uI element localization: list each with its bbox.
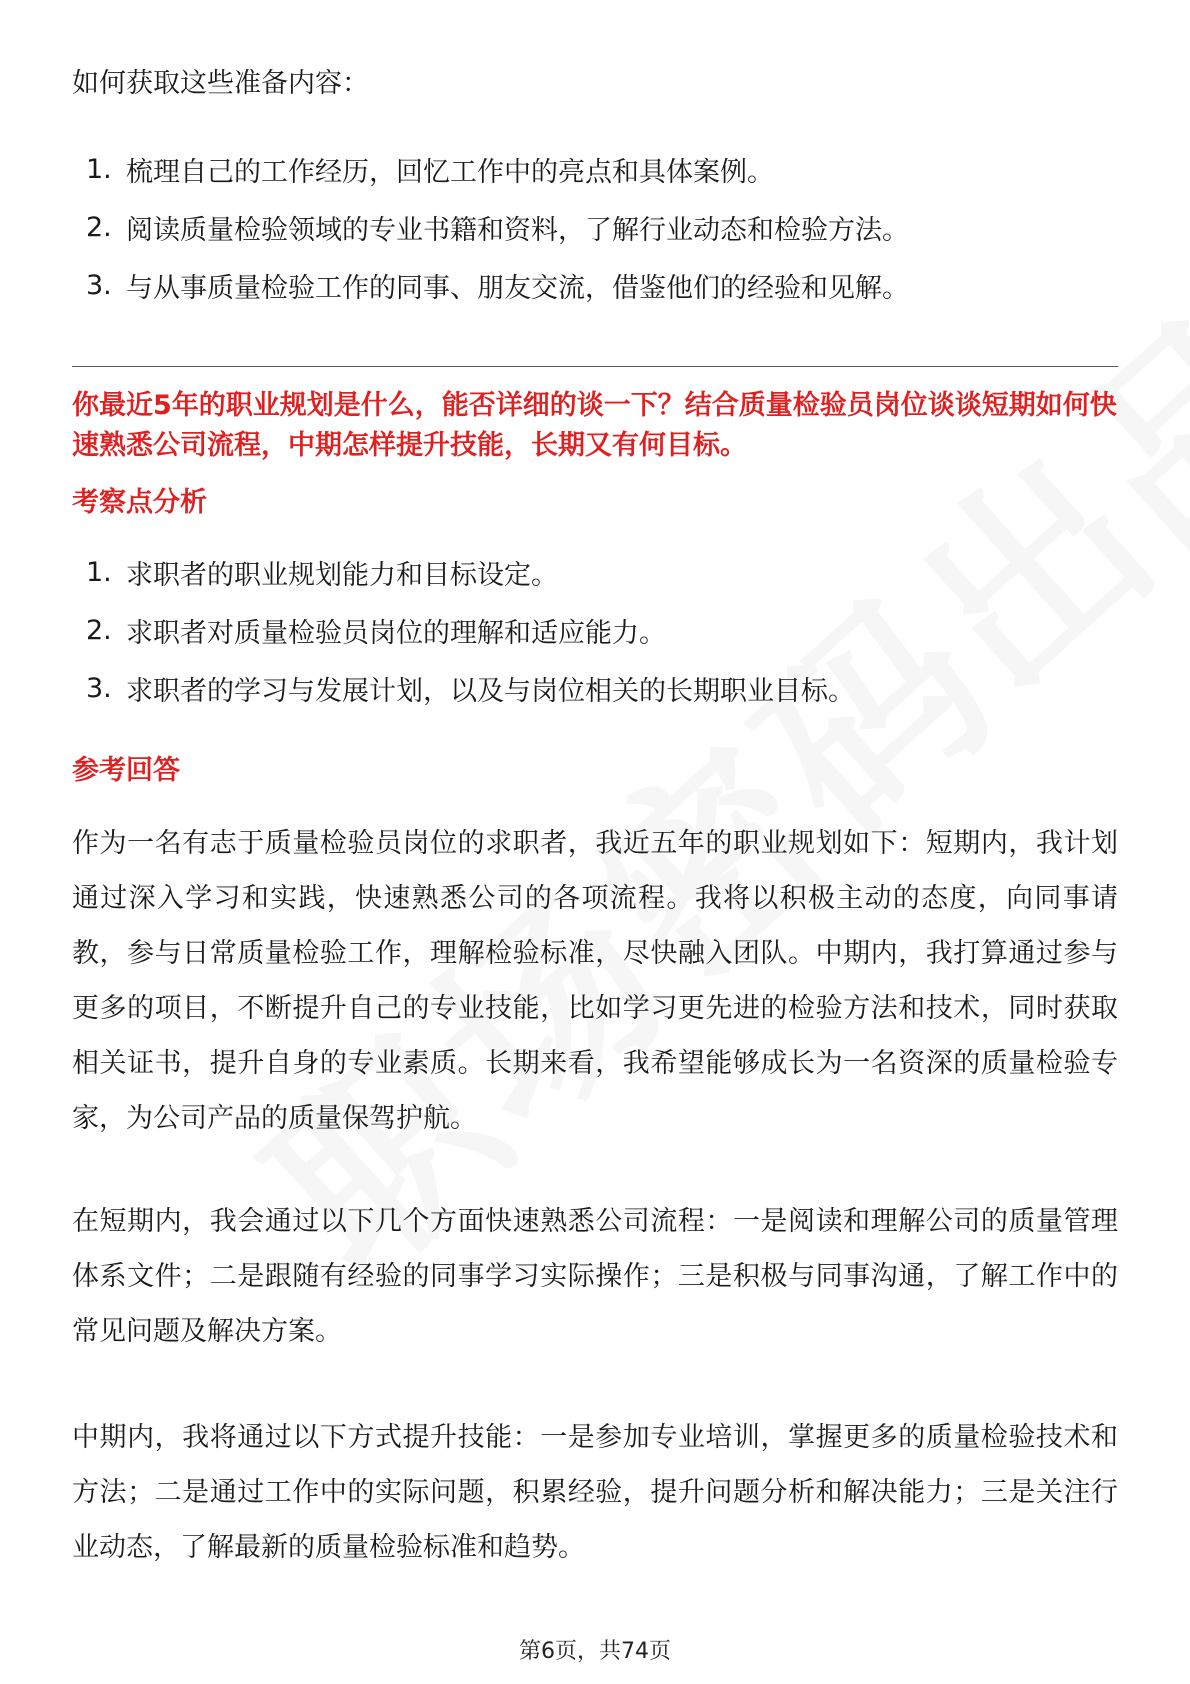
analysis-list: [86, 543, 855, 717]
list-item: [86, 659, 855, 717]
list-number: 1.: [86, 556, 112, 588]
list-text: 求职者的学习与发展计划，以及与岗位相关的长期职业目标。: [126, 675, 855, 707]
prep-list: [86, 140, 909, 314]
page-footer: 第6页，共74页: [519, 1639, 671, 1664]
question-heading: 你最近5年的职业规划是什么，能否详细的谈一下？结合质量检验员岗位谈谈短期如何快速熟悉公司流程，中期怎样提升技能，长期又有何目标。: [72, 390, 1117, 461]
list-number: 2.: [86, 211, 112, 243]
list-item: [86, 543, 855, 601]
list-number: 3.: [86, 672, 112, 704]
list-item: [86, 140, 909, 198]
analysis-heading: 考察点分析: [72, 487, 207, 518]
list-text: 与从事质量检验工作的同事、朋友交流，借鉴他们的经验和见解。: [126, 272, 909, 304]
intro-text: 如何获取这些准备内容：: [72, 68, 369, 99]
list-number: 2.: [86, 614, 112, 646]
list-item: [86, 601, 855, 659]
list-item: [86, 198, 909, 256]
section-divider: [72, 366, 1118, 367]
list-number: 3.: [86, 269, 112, 301]
answer-paragraph: 在短期内，我会通过以下几个方面快速熟悉公司流程：一是阅读和理解公司的质量管理体系文件；二是跟随有经验的同事学习实际操作；三是积极与同事沟通，了解工作中的常见问题及解决方案。: [72, 1206, 1118, 1347]
list-text: 求职者对质量检验员岗位的理解和适应能力。: [126, 617, 666, 649]
answer-paragraph: 作为一名有志于质量检验员岗位的求职者，我近五年的职业规划如下：短期内，我计划通过深入学习和实践，快速熟悉公司的各项流程。我将以积极主动的态度，向同事请教，参与日常质量检验工作，理解检验标准，尽快融入团队。中期内，我打算通过参与更多的项目，不断提升自己的专业技能，比如学习更先进的检验方法和技术，同时获取相关证书，提升自身的专业素质。长期来看，我希望能够成长为一名资深的质量检验专家，为公司产品的质量保驾护航。: [72, 828, 1118, 1134]
answer-paragraph: 中期内，我将通过以下方式提升技能：一是参加专业培训，掌握更多的质量检验技术和方法；二是通过工作中的实际问题，积累经验，提升问题分析和解决能力；三是关注行业动态，了解最新的质量检验标准和趋势。: [72, 1422, 1118, 1563]
list-text: 求职者的职业规划能力和目标设定。: [126, 559, 558, 591]
list-text: 梳理自己的工作经历，回忆工作中的亮点和具体案例。: [126, 156, 774, 188]
list-item: [86, 256, 909, 314]
list-text: 阅读质量检验领域的专业书籍和资料，了解行业动态和检验方法。: [126, 214, 909, 246]
answer-heading: 参考回答: [72, 755, 180, 786]
list-number: 1.: [86, 153, 112, 185]
